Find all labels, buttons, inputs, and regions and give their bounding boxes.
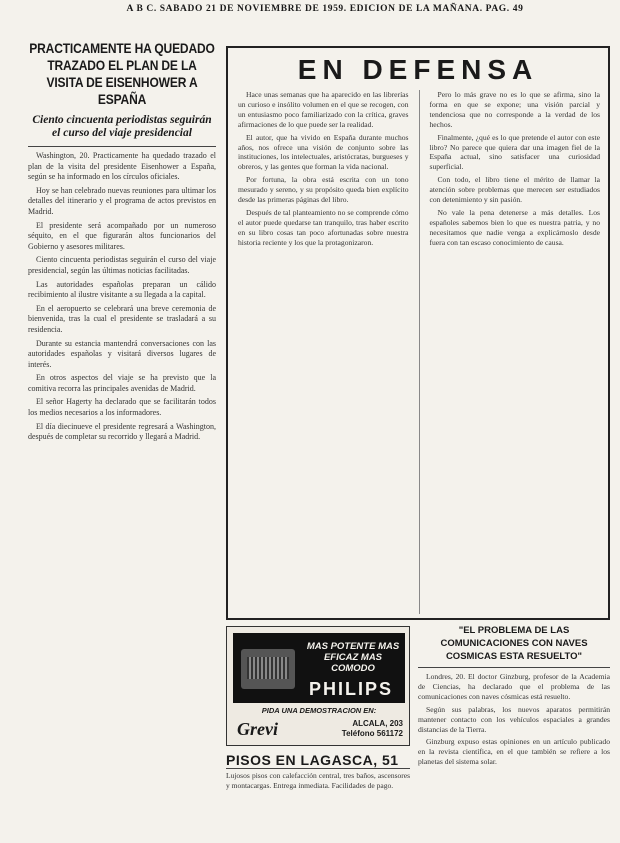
paragraph: El señor Hagerty ha declarado que se facilitarán todos los medios necesarios a los informadores. bbox=[28, 397, 216, 418]
paragraph: En otros aspectos del viaje se ha previsto que la comitiva recorra las principales avenidas de Madrid. bbox=[28, 373, 216, 393]
paragraph: En el aeropuerto se celebrará una breve ceremonia de bienvenida, tras la cual el presidente se trasladará a su residencia. bbox=[28, 303, 216, 334]
paragraph: Según sus palabras, los nuevos aparatos permitirán mantener contacto con los vehículos espaciales a grandes distancias de la Tierra. bbox=[418, 704, 610, 734]
ad-demo-line: PIDA UNA DEMOSTRACION EN: bbox=[261, 706, 377, 715]
ad-banner bbox=[233, 633, 405, 703]
paragraph: Después de tal planteamiento no se comprende cómo el autor puede quedarse tan tranquilo, tras haber escrito en su libro cosas tan poco afortunadas sobre nuestra historia reciente y los que la protagonizaron. bbox=[238, 207, 409, 247]
pisos-text: Lujosos pisos con calefacción central, tres baños, ascensores y montacargas. Entrega inmediata. Facilidades de pago. bbox=[226, 771, 410, 790]
ad-store-name: Grevi bbox=[237, 719, 278, 739]
paragraph: Ciento cincuenta periodistas seguirán el curso del viaje presidencial, según las últimas noticias facilitadas. bbox=[28, 255, 216, 275]
paragraph: Por fortuna, la obra está escrita con un tono mesurado y sereno, y su propósito queda bien explícito desde las primeras páginas del libro. bbox=[238, 175, 409, 205]
article-subhead: Ciento cincuenta periodistas seguirán el curso del viaje presidencial bbox=[32, 114, 212, 139]
defensa-title: EN DEFENSA bbox=[297, 54, 539, 85]
column-separator bbox=[419, 90, 420, 614]
pisos-advertisement bbox=[226, 752, 410, 838]
pisos-title: PISOS EN LAGASCA, 51 bbox=[226, 752, 410, 769]
paragraph: Washington, 20. Practicamente ha quedado trazado el plan de la visita del presidente Eisenhower a España, según se ha informado en los círculos oficiales. bbox=[28, 151, 216, 182]
paragraph: Con todo, el libro tiene el mérito de llamar la atención sobre problemas que merecen ser estudiados con detenimiento y sin pasión. bbox=[429, 175, 600, 205]
radio-icon bbox=[241, 649, 295, 689]
paragraph: Ginzburg expuso estas opiniones en un artículo publicado en la revista científica, en el que también se refiere a los planetas del sistema solar. bbox=[418, 737, 610, 767]
ad-street: ALCALA, 203 bbox=[352, 719, 403, 728]
ad-brand: PHILIPS bbox=[308, 679, 393, 699]
paragraph: El día diecinueve el presidente regresará a Washington, después de completar su recorrido y llegará a Madrid. bbox=[28, 421, 216, 442]
paragraph: Finalmente, ¿qué es lo que pretende el autor con este libro? No parece que quiera dar una imagen fiel de la España actual, sino satisfacer una curiosidad superficial. bbox=[429, 132, 600, 172]
defensa-article bbox=[226, 46, 610, 620]
defensa-columns bbox=[238, 90, 600, 614]
paragraph: Hace unas semanas que ha aparecido en las librerías un curioso e insólito volumen en el que se recogen, con un entusiasmo poco familiarizado con la crítica, graves afirmaciones de lo que puede ser la realidad. bbox=[238, 90, 409, 129]
ad-address bbox=[323, 719, 403, 739]
problema-body bbox=[418, 672, 610, 767]
ad-phone: Teléfono 561172 bbox=[341, 729, 403, 738]
problema-article bbox=[418, 624, 610, 838]
paragraph: No vale la pena detenerse a más detalles. Los españoles sabemos bien lo que es nuestra patria, y no necesitamos que nadie venga a explicárnoslo desde fuera con tan escaso conocimiento de causa. bbox=[429, 207, 600, 247]
article-headline: PRACTICAMENTE HA QUEDADO TRAZADO EL PLAN DE LA VISITA DE EISENHOWER A ESPAÑA bbox=[29, 40, 215, 107]
paragraph: Pero lo más grave no es lo que se afirma, sino la forma en que se expone; una visión parcial y tendenciosa que no corresponde a la verdad de los hechos. bbox=[429, 90, 600, 129]
paragraph: Hoy se han celebrado nuevas reuniones para ultimar los detalles del itinerario y el programa de actos previstos en Madrid. bbox=[28, 185, 216, 216]
ad-slogan: MAS POTENTE MAS EFICAZ MAS COMODO bbox=[306, 641, 400, 674]
left-article bbox=[28, 40, 216, 835]
philips-advertisement bbox=[226, 626, 410, 746]
paragraph: Londres, 20. El doctor Ginzburg, profesor de la Academia de Ciencias, ha declarado que el problema de las comunicaciones con naves cósmicas está resuelto. bbox=[418, 672, 610, 701]
paragraph: El presidente será acompañado por un numeroso séquito, en el que figurarán altos funcionarios del Gobierno y asesores militares. bbox=[28, 220, 216, 251]
masthead: A B C. SABADO 21 DE NOVIEMBRE DE 1959. EDICION DE LA MAÑANA. PAG. 49 bbox=[126, 4, 524, 14]
divider bbox=[28, 146, 216, 147]
defensa-column-2 bbox=[429, 90, 600, 614]
paragraph: El autor, que ha vivido en España durante muchos años, nos ofrece una visión de conjunto sobre las instituciones, los intelectuales, aristócratas, burgueses y obreros, y las gentes que forman la vida nacional. bbox=[238, 132, 409, 172]
paragraph: Las autoridades españolas preparan un cálido recibimiento al ilustre visitante a su llegada a la capital. bbox=[28, 279, 216, 300]
article-body bbox=[28, 151, 216, 443]
defensa-column-1 bbox=[238, 90, 409, 614]
paragraph: Durante su estancia mantendrá conversaciones con las autoridades españolas y visitará diversos lugares de interés. bbox=[28, 338, 216, 369]
problema-title: "EL PROBLEMA DE LAS COMUNICACIONES CON NAVES COSMICAS ESTA RESUELTO" bbox=[418, 624, 610, 668]
